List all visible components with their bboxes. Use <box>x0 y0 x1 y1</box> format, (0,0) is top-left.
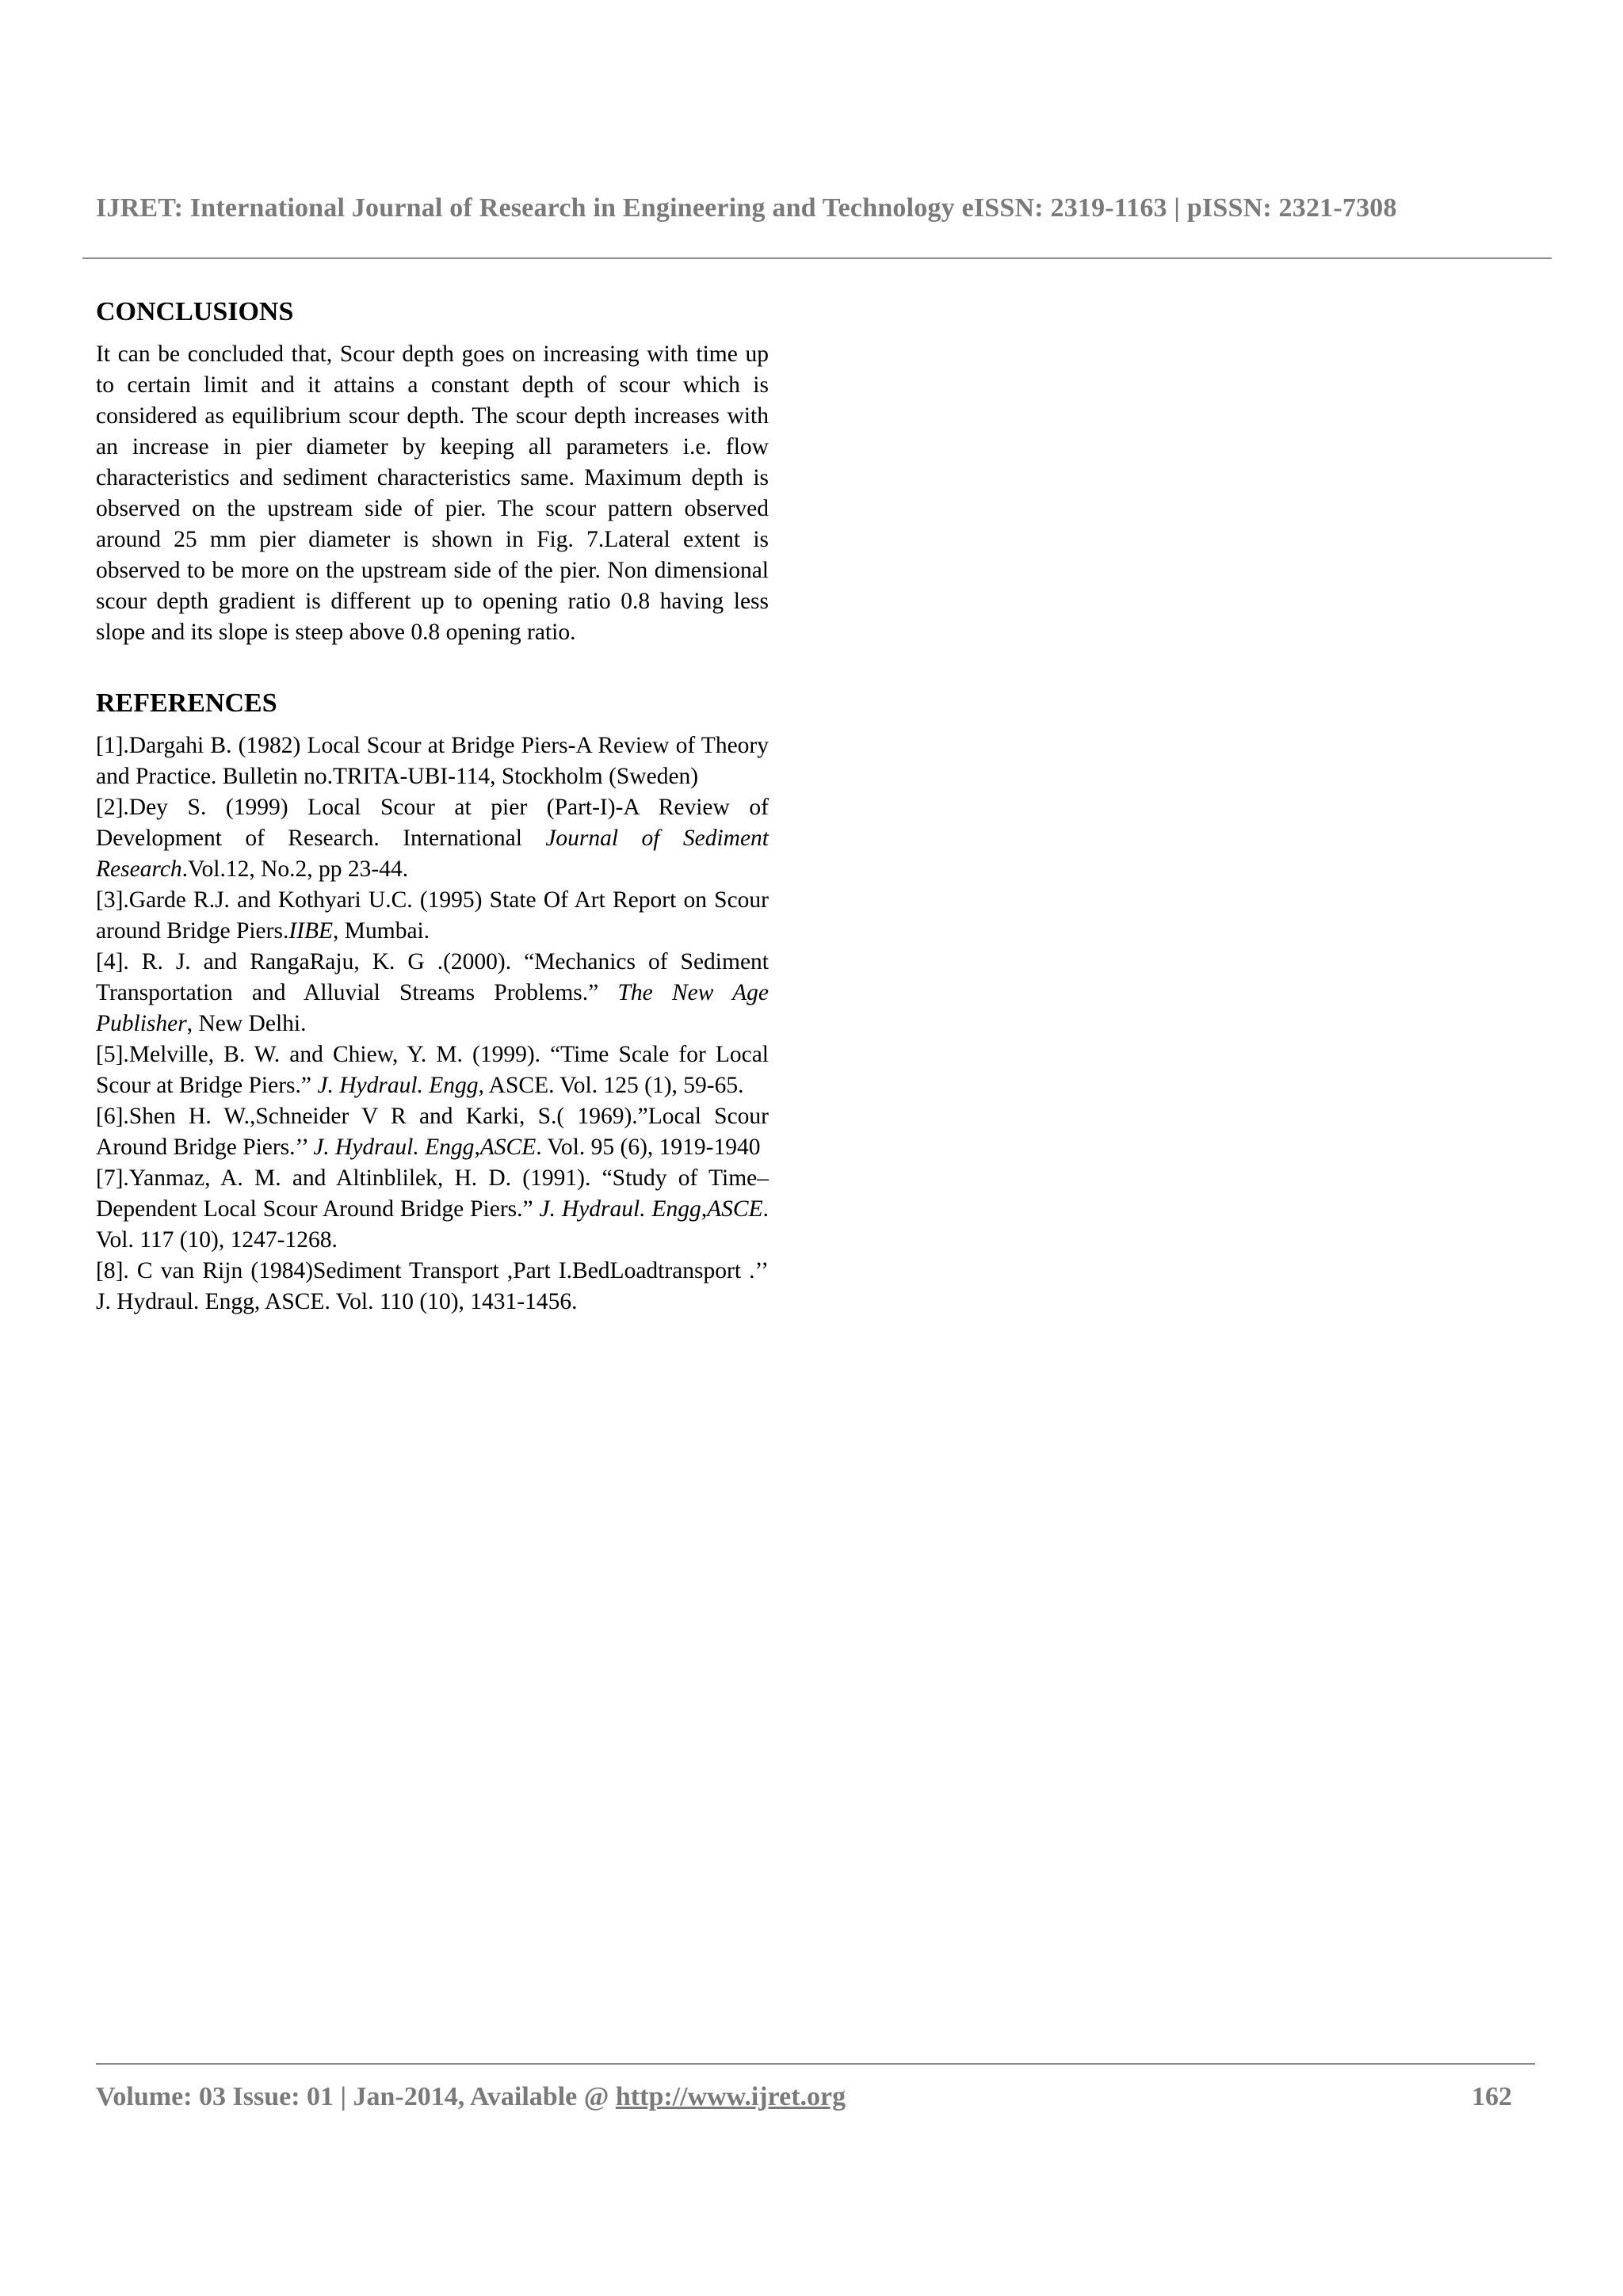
reference-italic: J. Hydraul. Engg, <box>317 1073 484 1098</box>
reference-text: , New Delhi. <box>186 1011 307 1036</box>
reference-text: . Vol. 117 (10), 1247-1268. <box>96 1196 769 1253</box>
reference-item <box>96 885 769 947</box>
conclusions-heading: CONCLUSIONS <box>96 297 294 326</box>
reference-text: ASCE. Vol. 125 (1), 59-65. <box>483 1073 744 1098</box>
page-number: 162 <box>1472 2082 1512 2111</box>
reference-item <box>96 792 769 885</box>
reference-text: [7].Yanmaz, A. M. and Altinblilek, H. D. (1991). “Study of Time–Dependent Local Scour Around Bridge Piers.” <box>96 1165 769 1222</box>
footer-text: Volume: 03 Issue: 01 | Jan-2014, Available @ <box>96 2082 616 2111</box>
reference-text: [2].Dey S. (1999) Local Scour at pier (Part-I)-A Review of Development of Research. International <box>96 795 769 851</box>
reference-item <box>96 1039 769 1101</box>
reference-item <box>96 947 769 1039</box>
reference-item <box>96 1101 769 1163</box>
reference-item <box>96 1256 769 1318</box>
journal-header: IJRET: International Journal of Research in Engineering and Technology eISSN: 2319-1163 | pISSN: 2321-7308 <box>96 193 1397 223</box>
header-divider <box>82 257 1552 259</box>
reference-text: [5].Melville, B. W. and Chiew, Y. M. (1999). “Time Scale for Local Scour at Bridge Piers.” <box>96 1042 769 1098</box>
reference-italic: IIBE <box>288 918 334 944</box>
reference-text: [1].Dargahi B. (1982) Local Scour at Bridge Piers-A Review of Theory and Practice. Bulletin no.TRITA-UBI-114, Stockholm (Sweden) <box>96 733 769 789</box>
reference-item <box>96 1163 769 1256</box>
reference-item <box>96 730 769 792</box>
reference-text: [3].Garde R.J. and Kothyari U.C. (1995) State Of Art Report on Scour around Bridge Piers. <box>96 887 769 944</box>
reference-italic: J. Hydraul. Engg,ASCE <box>313 1135 537 1160</box>
references-heading: REFERENCES <box>96 688 277 718</box>
main-column <box>96 295 769 1318</box>
footer <box>96 2082 1491 2112</box>
reference-italic: Journal of Sediment Research <box>96 826 769 882</box>
reference-italic: The New Age Publisher <box>96 980 769 1036</box>
reference-text: [4]. R. J. and RangaRaju, K. G .(2000). “Mechanics of Sediment Transportation and Alluvial Streams Problems.” <box>96 949 769 1005</box>
conclusions-paragraph: It can be concluded that, Scour depth goes on increasing with time up to certain limit and it attains a constant depth of scour which is considered as equilibrium scour depth. The scour depth increases with an increase in pier diameter by keeping all parameters i.e. flow characteristics and sediment characteristics same. Maximum depth is observed on the upstream side of pier. The scour pattern observed around 25 mm pier diameter is shown in Fig. 7.Lateral extent is observed to be more on the upstream side of the pier. Non dimensional scour depth gradient is different up to opening ratio 0.8 having less slope and its slope is steep above 0.8 opening ratio. <box>96 341 769 645</box>
reference-text: [6].Shen H. W.,Schneider V R and Karki, S.( 1969).”Local Scour Around Bridge Piers.’’ <box>96 1104 769 1160</box>
reference-text: , Mumbai. <box>333 918 430 944</box>
footer-divider <box>96 2063 1535 2065</box>
reference-text: [8]. C van Rijn (1984)Sediment Transport ,Part I.BedLoadtransport .’’ J. Hydraul. Engg, ASCE. Vol. 110 (10), 1431-1456. <box>96 1258 769 1314</box>
journal-website-link[interactable]: http://www.ijret.org <box>615 2082 846 2111</box>
reference-text: . Vol. 95 (6), 1919-1940 <box>536 1135 761 1160</box>
references-list <box>96 730 769 1318</box>
reference-italic: J. Hydraul. Engg,ASCE <box>539 1196 763 1222</box>
reference-text: .Vol.12, No.2, pp 23-44. <box>181 856 409 882</box>
